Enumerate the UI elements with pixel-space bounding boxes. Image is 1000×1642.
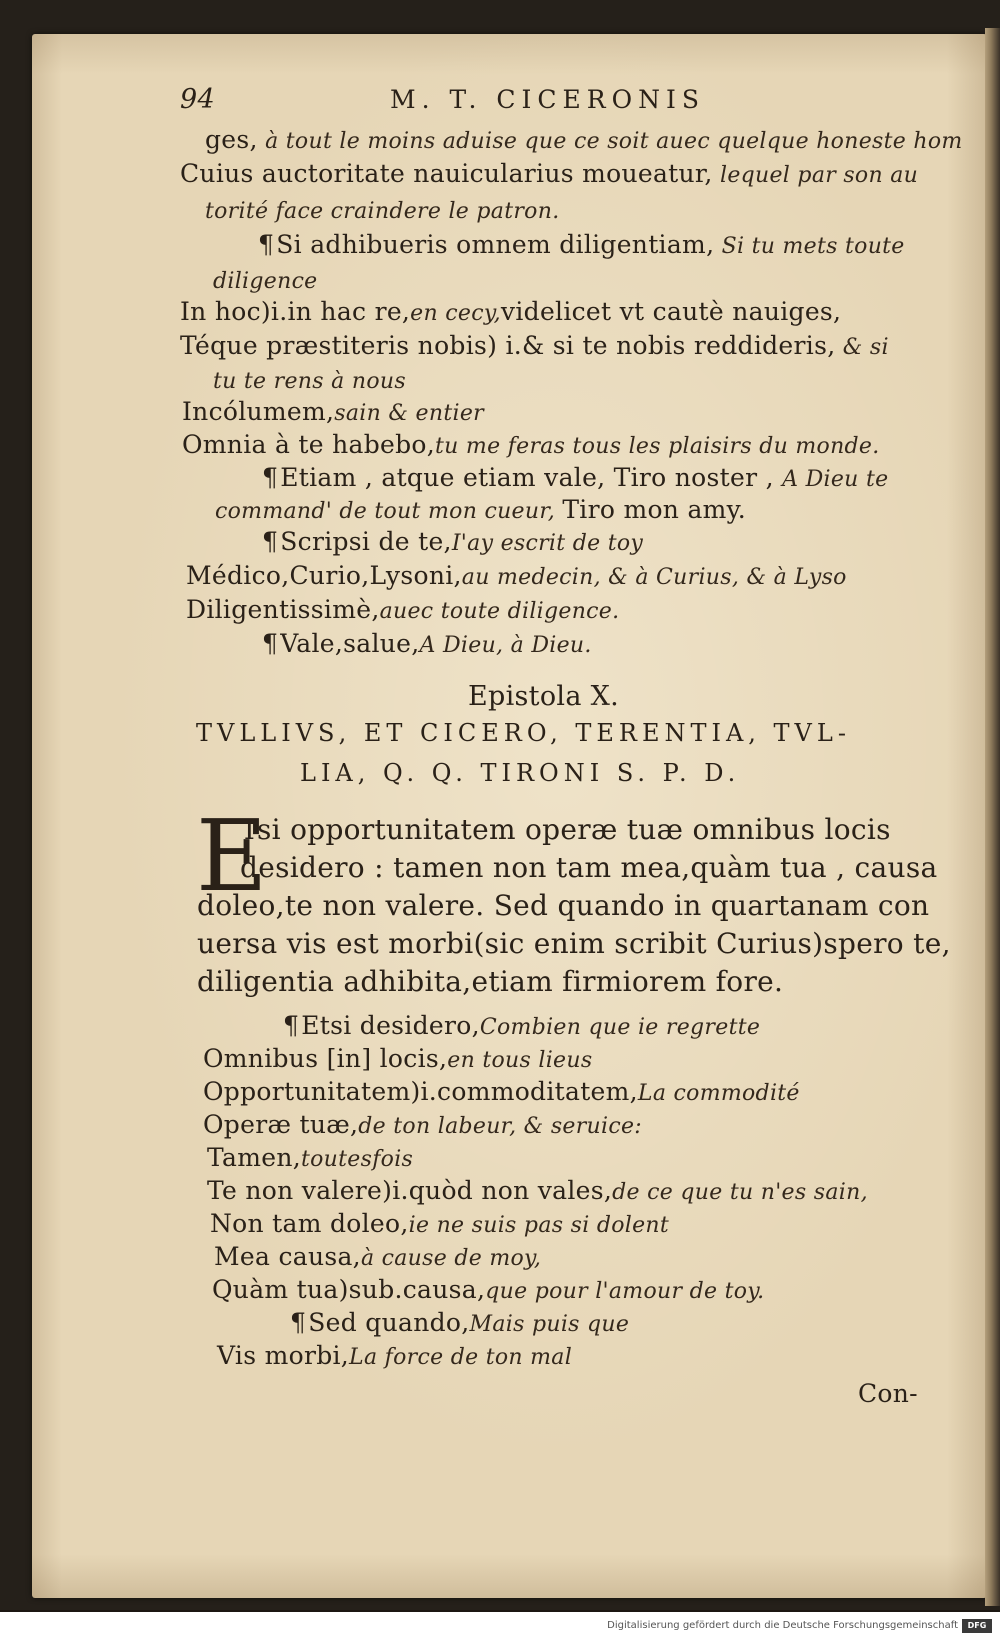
commentary-line: ges, à tout le moins aduise que ce soit auec quelque honeste hom (205, 125, 963, 154)
commentary-line: Non tam doleo,ie ne suis pas si dolent (210, 1209, 670, 1238)
commentary-line: Cuius auctoritate nauicularius moueatur, lequel par son au (180, 159, 919, 188)
letter-title: Epistola X. (468, 681, 620, 712)
commentary-line: command' de tout mon cueur, Tiro mon amy. (215, 495, 747, 524)
commentary-line: Téque præstiteris nobis) i.& si te nobis reddideris, & si (180, 331, 889, 360)
commentary-line: In hoc)i.in hac re,en cecy,videlicet vt cautè nauiges, (180, 297, 842, 326)
letter-body-line: Tsi opportunitatem operæ tuæ omnibus locis (240, 813, 891, 846)
commentary-line: ¶Etsi desidero,Combien que ie regrette (283, 1011, 761, 1040)
pilcrow: ¶ (290, 1308, 307, 1337)
page-number: 94 (180, 84, 215, 115)
commentary-line: Incólumem,sain & entier (182, 397, 484, 426)
letter-body-line: doleo,te non valere. Sed quando in quartanam con (197, 889, 930, 922)
letter-body-line: uersa vis est morbi(sic enim scribit Curius)spero te, (197, 927, 951, 960)
commentary-line: ¶Etiam , atque etiam vale, Tiro noster , A Dieu te (262, 463, 889, 492)
pilcrow: ¶ (258, 230, 275, 259)
commentary-line: Omnia à te habebo,tu me feras tous les plaisirs du monde. (182, 430, 880, 459)
commentary-line: Quàm tua)sub.causa,que pour l'amour de toy. (212, 1275, 765, 1304)
commentary-line: ¶Si adhibueris omnem diligentiam, Si tu mets toute (258, 230, 905, 259)
commentary-line: Vis morbi,La force de ton mal (217, 1341, 573, 1370)
letter-address: LIA, Q. Q. TIRONI S. P. D. (300, 759, 741, 787)
footer-bar (0, 1612, 1000, 1642)
commentary-line: ¶Sed quando,Mais puis que (290, 1308, 630, 1337)
pilcrow: ¶ (262, 463, 279, 492)
letter-body-line: diligentia adhibita,etiam firmiorem fore. (197, 965, 784, 998)
commentary-line: Operæ tuæ,de ton labeur, & seruice: (203, 1110, 643, 1139)
dfg-logo: DFG (962, 1619, 992, 1633)
commentary-line: Mea causa,à cause de moy, (214, 1242, 542, 1271)
commentary-line: Médico,Curio,Lysoni,au medecin, & à Curius, & à Lyso (186, 561, 847, 590)
drop-cap: E (196, 800, 268, 914)
letter-body-line: desidero : tamen non tam mea,quàm tua , causa (240, 851, 938, 884)
pilcrow: ¶ (262, 629, 279, 658)
pilcrow: ¶ (262, 527, 279, 556)
commentary-line: Opportunitatem)i.commoditatem,La commodité (203, 1077, 800, 1106)
commentary-line: diligence (213, 269, 318, 294)
commentary-line: ¶Scripsi de te,I'ay escrit de toy (262, 527, 644, 556)
commentary-line: ¶Vale,salue,A Dieu, à Dieu. (262, 629, 592, 658)
running-head: M. T. CICERONIS (390, 85, 705, 114)
commentary-line: Tamen,toutesfois (207, 1143, 414, 1172)
pilcrow: ¶ (283, 1011, 300, 1040)
page-edge (985, 28, 1000, 1606)
commentary-line: torité face craindere le patron. (205, 199, 560, 224)
commentary-line: Diligentissimè,auec toute diligence. (186, 595, 620, 624)
commentary-line: Te non valere)i.quòd non vales,de ce que tu n'es sain, (207, 1176, 868, 1205)
letter-address: TVLLIVS, ET CICERO, TERENTIA, TVL- (196, 719, 851, 747)
commentary-line: Omnibus [in] locis,en tous lieus (203, 1044, 593, 1073)
commentary-line: tu te rens à nous (213, 369, 406, 394)
footer-credit: Digitalisierung gefördert durch die Deutsche Forschungsgemeinschaft (607, 1620, 958, 1631)
catchword: Con- (858, 1379, 918, 1408)
